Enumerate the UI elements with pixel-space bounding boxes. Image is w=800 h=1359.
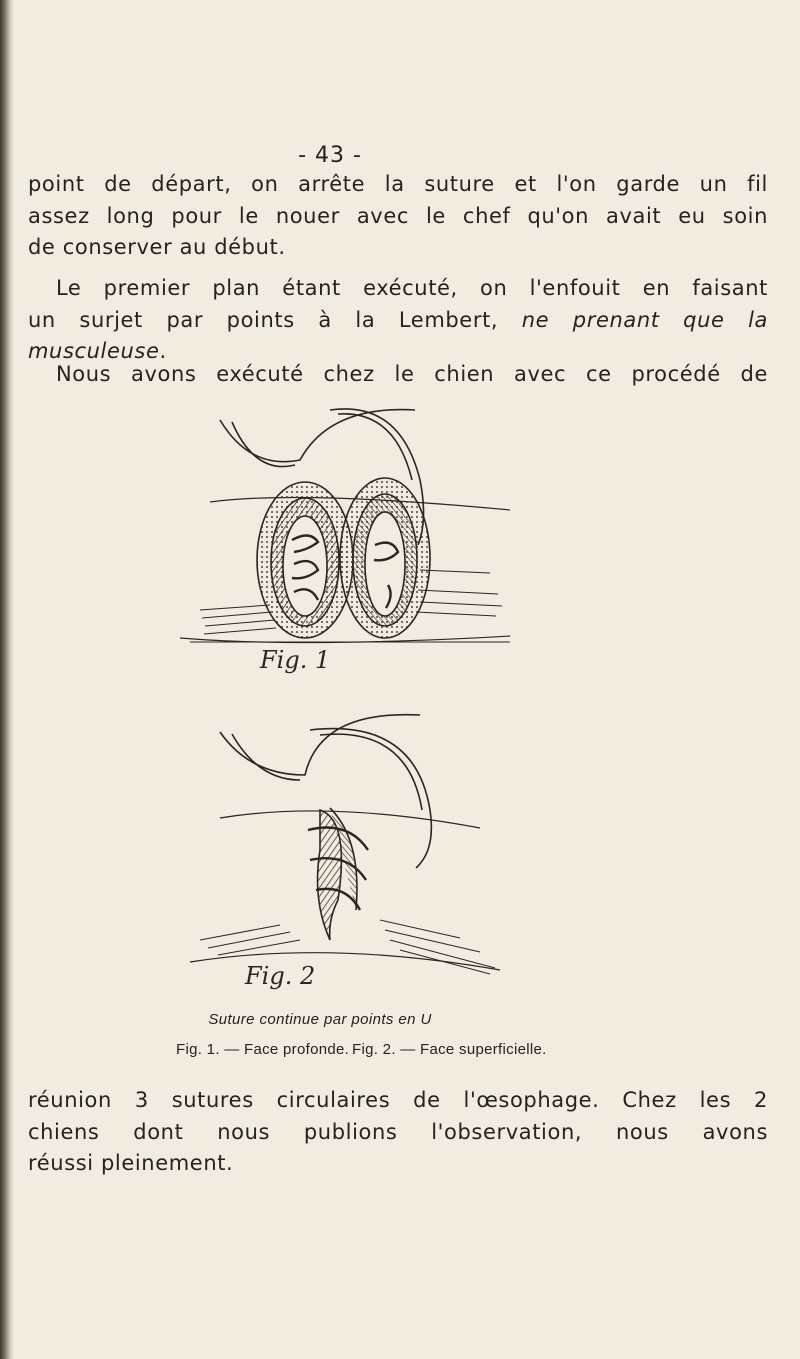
paragraph-2-line-3-italic: musculeuse: [28, 339, 160, 363]
paragraph-4-line-2: chiens dont nous publions l'observation, nous avons: [28, 1119, 768, 1144]
figure-1-caption: Fig. 1. — Face profonde.: [176, 1041, 350, 1058]
paragraph-2-line-3-end: .: [159, 339, 167, 363]
paragraph-1-line-3: de conserver au début.: [28, 235, 286, 259]
paragraph-4-line-3: réussi pleinement.: [28, 1151, 234, 1175]
figure-1-handwritten-label: Fig. 1: [260, 646, 331, 674]
figure-2-handwritten-label: Fig. 2: [245, 962, 316, 990]
page-binding-edge: [0, 0, 14, 1359]
figure-2-drawing: [190, 715, 500, 974]
figure-2-caption: Fig. 2. — Face superficielle.: [352, 1041, 547, 1058]
paragraph-2-line-2: [28, 305, 768, 337]
paragraph-1: [28, 169, 768, 264]
paragraph-2-line-1-text: Le premier plan étant exécuté, on l'enfouit en faisant: [56, 276, 768, 300]
paragraph-4-line-1: réunion 3 sutures circulaires de l'œsophage. Chez les 2: [28, 1088, 768, 1112]
paragraph-3-line-1-text: Nous avons exécuté chez le chien avec ce procédé de: [56, 362, 768, 386]
paragraph-2-line-2-italic: ne prenant que la: [521, 307, 769, 332]
paragraph-1-line-1: point de départ, on arrête la suture et l'on garde un fil: [28, 172, 768, 196]
paragraph-2-line-2-text: un surjet par points à la Lembert,: [28, 307, 522, 332]
figure-1-drawing: [180, 409, 510, 643]
paragraph-2-line-1: [28, 273, 768, 305]
suture-illustration: [180, 380, 520, 980]
figure-caption-title: Suture continue par points en U: [208, 1011, 432, 1028]
paragraph-2: [28, 273, 768, 368]
page-number: - 43 -: [298, 143, 362, 168]
paragraph-1-line-2: assez long pour le nouer avec le chef qu'on avait eu soin: [28, 203, 768, 228]
paragraph-4: [28, 1085, 768, 1180]
